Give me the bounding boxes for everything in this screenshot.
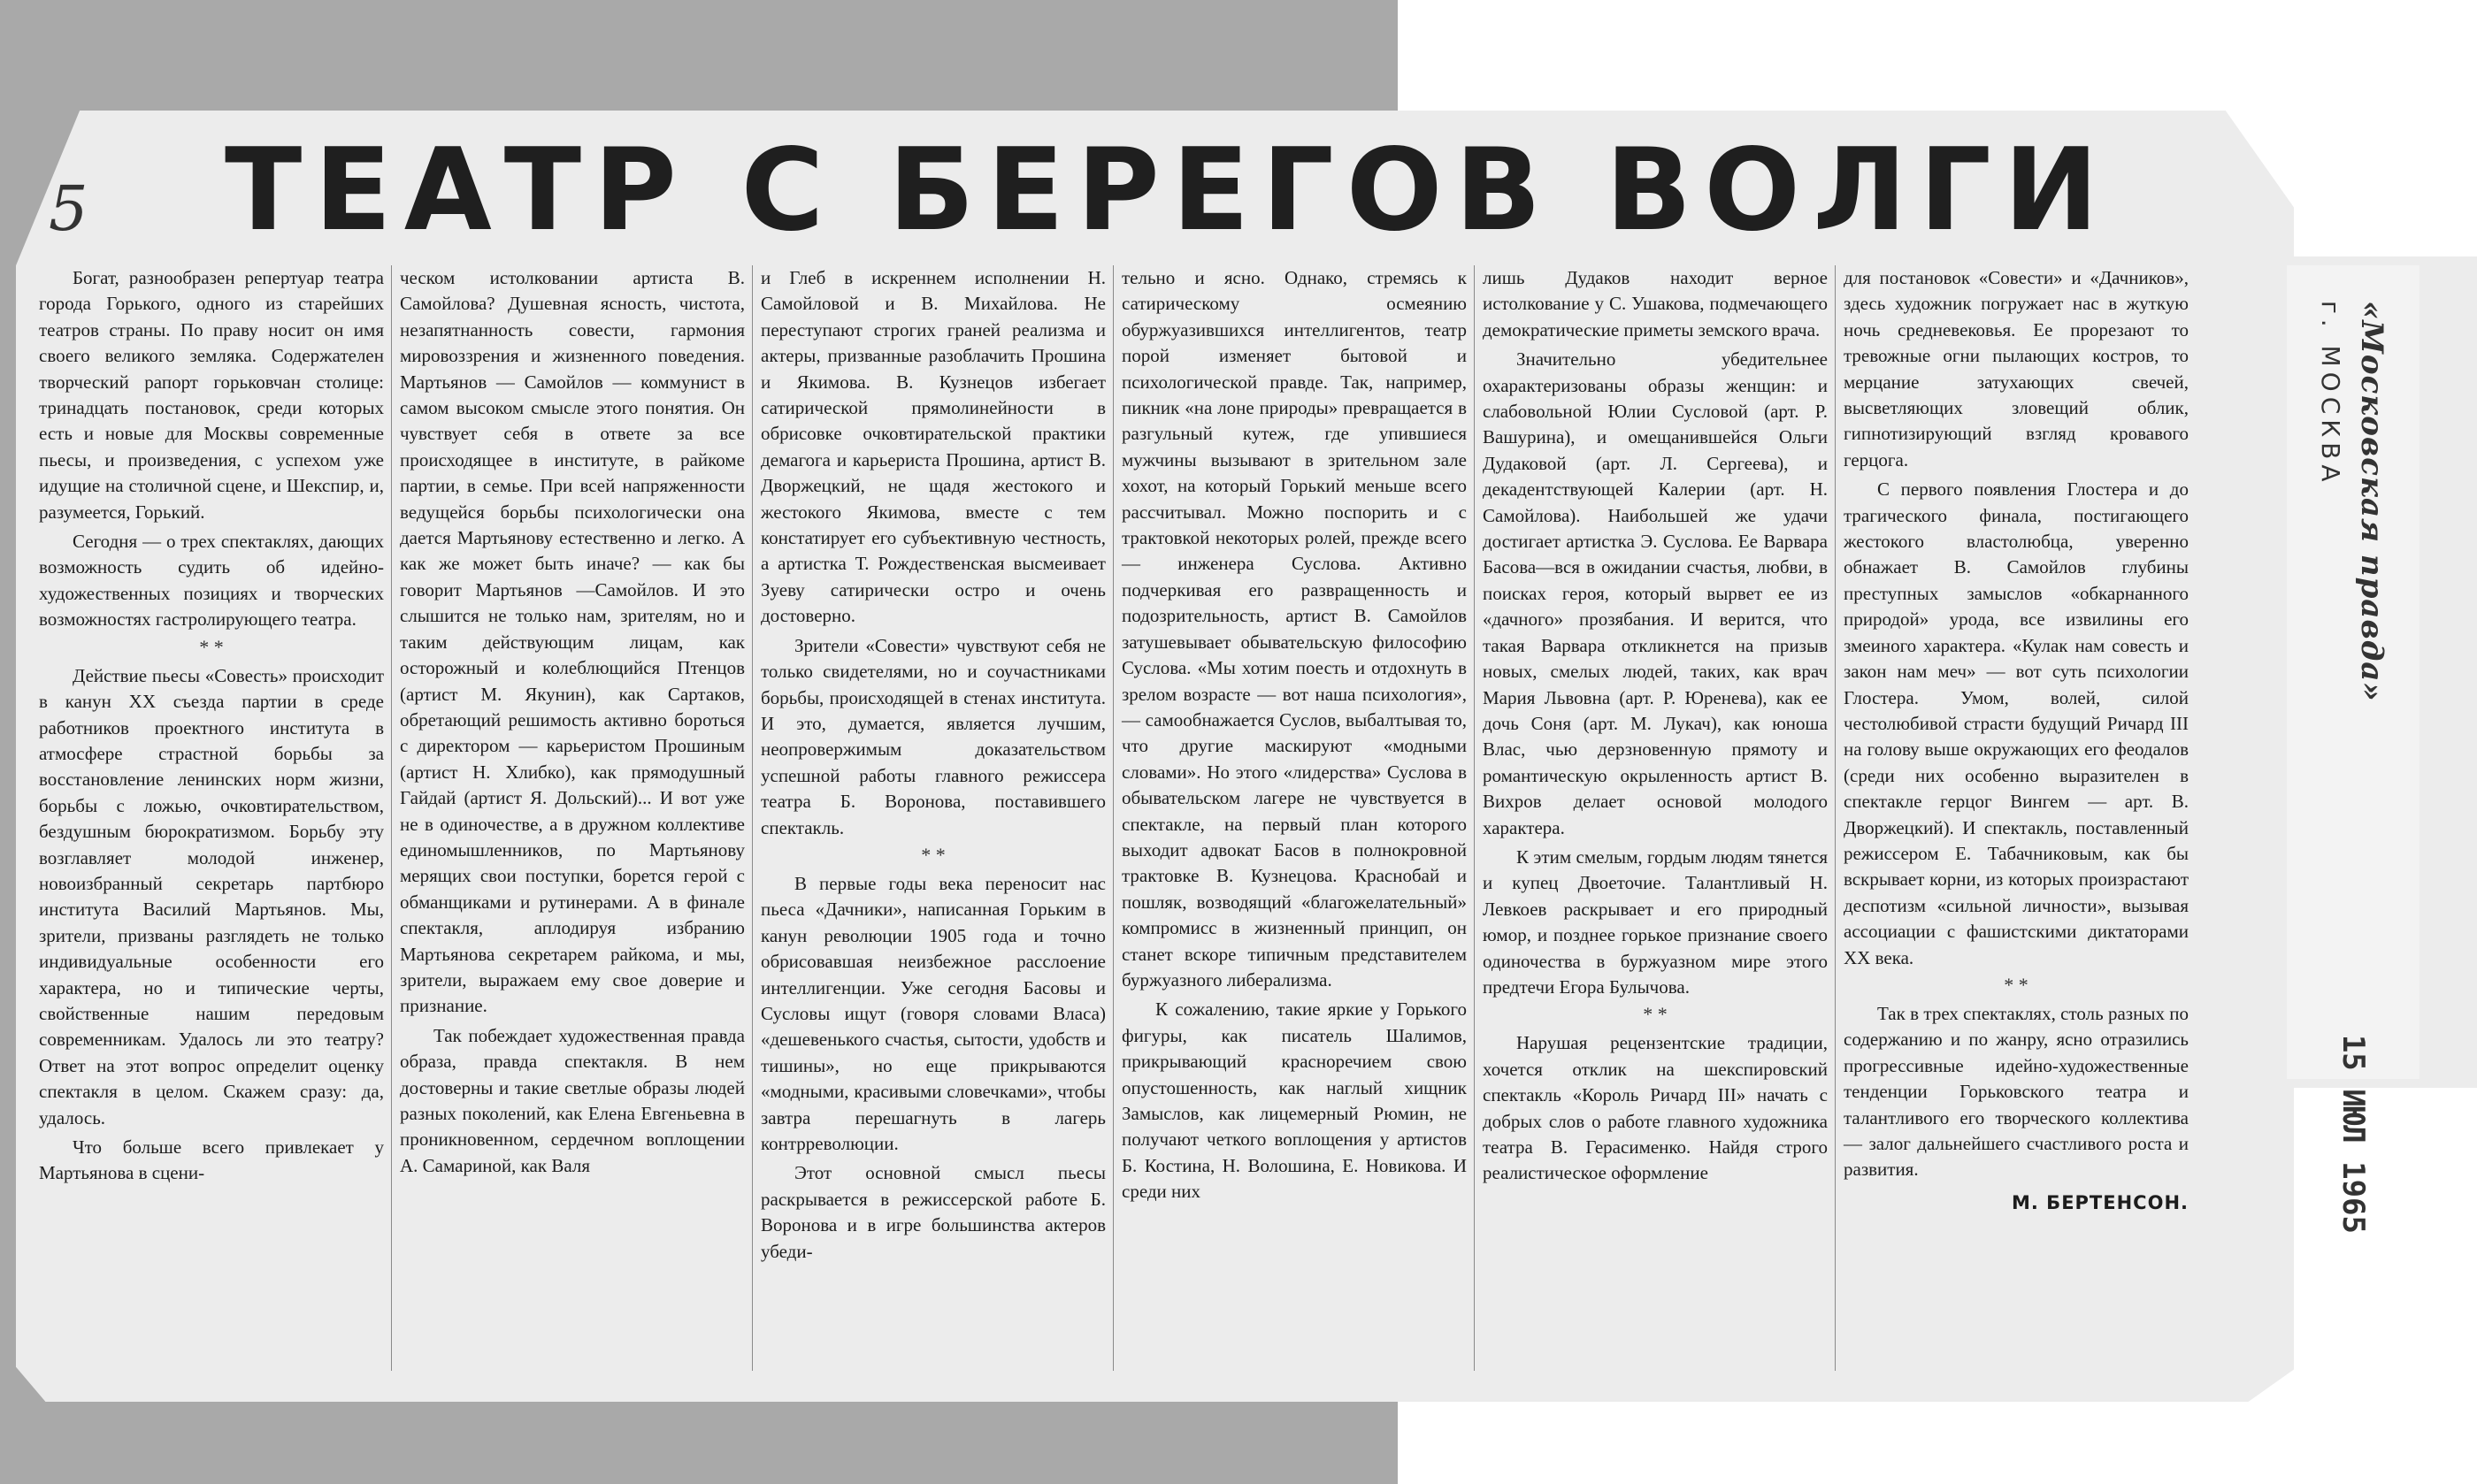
stamp-date: 15 ИЮЛ 1965 [2335, 1034, 2371, 1234]
article-column-1 [34, 265, 389, 1375]
author-signature: М. БЕРТЕНСОН. [2012, 1191, 2189, 1213]
article-paragraph: Нарушая рецензентские традиции, хочется отклик на шекспировский спектакль «Король Ричард III» начать с добрых слов о работе главного художника театра В. Герасименко. Найдя строго реалистическое оформление [1483, 1032, 1828, 1184]
article-headline: ТЕАТР С БЕРЕГОВ ВОЛГИ [224, 124, 2112, 256]
article-paragraph: Богат, разнообразен репертуар театра города Горького, одного из старейших театров страны. По праву носит он имя своего великого земляка. Содержателен творческий рапорт горьковчан столице: тринадцать постановок, среди которых есть и новые для Москвы современные пьесы, и произведения, с успехом уже идущие на столичной сцене, и Шекспир, и, разумеется, Горький. [39, 267, 384, 523]
article-column-4 [1116, 265, 1472, 1375]
article-column-3 [755, 265, 1111, 1375]
article-column-5 [1477, 265, 1833, 1375]
article-paragraph: для постановок «Совести» и «Дачников», здесь художник погружает нас в жуткую ночь средневековья. Ее прорезают то тревожные огни пылающих костров, то мерцание затухающих свечей, высветляющих зловещий облик, гипнотизирующий взгляд кровавого герцога. [1844, 267, 2189, 470]
section-divider-stars: * * [921, 843, 946, 866]
article-paragraph: и Глеб в искреннем исполнении Н. Самойловой и В. Михайлова. Не переступают строгих граней реализма и актеры, призванные разоблачить Прошина и Якимова. В. Кузнецов избегает сатирической прямолинейности в обрисовке очковтирательской практики демагога и карьериста Прошина, артист В. Дворжецкий, не щадя жестокого и жестокого Якимова, вместе с тем констатирует его субъективную честность, а артистка Т. Рождественская высмеивает Зуеву сатирически остро и очень достоверно. [761, 267, 1106, 627]
article-paragraph: Зрители «Совести» чувствуют себя не только свидетелями, но и соучастниками борьбы, происходящей в стенах института. И это, думается, является лучшим, неопровержимым доказательством успешной работы главного режиссера театра Б. Воронова, поставившего спектакль. [761, 634, 1106, 838]
article-paragraph: Сегодня — о трех спектаклях, дающих возможность судить об идейно-художественных позициях и творческих возможностях гастролирующего театра. [39, 531, 384, 631]
article-column-6 [1838, 265, 2194, 1375]
newspaper-stamp [2287, 265, 2419, 1234]
column-rule [1113, 265, 1114, 1371]
column-rule [1835, 265, 1836, 1371]
article-column-2 [395, 265, 750, 1375]
article-paragraph: Так в трех спектаклях, столь разных по содержанию и по жанру, ясно отразились прогрессивные идейно-художественные тенденции Горьковского театра и талантливого его творческого коллектива — залог дальнейшего счастливого роста и развития. [1844, 1002, 2189, 1181]
article-paragraph: Значительно убедительнее охарактеризованы образы женщин: и слабовольной Юлии Сусловой (арт. Р. Вашурина), и омещанившейся Ольги Дудаковой (арт. Л. Сергеева), и декадентствующей Калерии (арт. Н. Самойлова). Наибольшей же удачи достигает артистка Э. Суслова. Ее Варвара Басова—вся в ожидании счастья, любви, в поисках героя, который вырвет ее из «дачного» прозябания. И верится, что такая Варвара откликнется на призыв новых, смелых людей, таких, как врач Мария Львовна (арт. Р. Юренева), как ее дочь Соня (арт. М. Лукач), как юноша Влас, чью дерзновенную прямоту и романтическую окрыленность артист В. Вихров делает основой молодого характера. [1483, 348, 1828, 838]
article-paragraph: тельно и ясно. Однако, стремясь к сатирическому осмеянию обуржуазившихся интеллигентов, театр порой изменяет бытовой и психологической правде. Так, например, пикник «на лоне природы» превращается в разгульный кутеж, где упившиеся мужчины вызывают в зрительном зале хохот, на который Горький меньше всего рассчитывал. Можно поспорить и с трактовкой некоторых ролей, прежде всего — инженера Суслова. Активно подчеркивая его развращенность и подозрительность, артист В. Самойлов затушевывает обывательскую философию Суслова. «Мы хотим поесть и отдохнуть в зрелом возрасте — вот наша психология», — самообнажается Суслов, выбалтывая то, что другие маскируют «модными словами». Но этого «лидерства» Суслова в обывательском лагере не чувствуется в спектакле, на первый план которого выходит адвокат Басов в полнокровной трактовке В. Кузнецова. Краснобай и пошляк, возводящий «благожелательный» компромисс в жизненный принцип, он станет вскоре типичным представителем буржуазного либерализма. [1122, 267, 1467, 991]
article-paragraph: Так побеждает художественная правда образа, правда спектакля. В нем достоверны и такие светлые образы людей разных поколений, как Елена Евгеньевна в проникновенном, сердечном воплощении А. Самариной, как Валя [400, 1024, 745, 1176]
handwritten-mark: 5 [49, 172, 88, 245]
section-divider-stars: * * [2004, 973, 2028, 996]
column-rule [752, 265, 753, 1371]
section-divider-stars: * * [199, 635, 224, 658]
article-paragraph: Этот основной смысл пьесы раскрывается в режиссерской работе Б. Воронова и в игре большинства актеров убеди- [761, 1162, 1106, 1262]
column-rule [391, 265, 392, 1371]
article-paragraph: В первые годы века переносит нас пьеса «Дачники», написанная Горьким в канун революции 1905 года и точно обрисовавшая неизбежное расслоение интеллигенции. Уже сегодня Басовы и Сусловы ищут (говоря словами Власа) «дешевенького счастья, сытости, удобств и тишины», но еще прикрываются «модными, красивыми словечками», чтобы завтра перешагнуть в лагерь контрреволюции. [761, 872, 1106, 1154]
stamp-city: г. МОСКВА [2316, 301, 2346, 487]
article-paragraph: Что больше всего привлекает у Мартьянова в сцени- [39, 1136, 384, 1184]
section-divider-stars: * * [1643, 1003, 1668, 1026]
article-paragraph: К этим смелым, гордым людям тянется и купец Двоеточие. Талантливый Н. Левкоев раскрывает и его природный юмор, и позднее горькое признание своего одиночества в буржуазном мире этого предтечи Егора Булычова. [1483, 845, 1828, 998]
article-paragraph: К сожалению, такие яркие у Горького фигуры, как писатель Шалимов, прикрывающий красноречием свою опустошенность, как наглый хищник Замыслов, как лицемерный Рюмин, не получают четкого воплощения у артистов Б. Костина, Н. Волошина, Е. Новикова. И среди них [1122, 998, 1467, 1203]
column-rule [1474, 265, 1475, 1371]
article-paragraph: лишь Дудаков находит верное истолкование у С. Ушакова, подмечающего демократические приметы земского врача. [1483, 267, 1828, 340]
stamp-newspaper: «Московская правда» [2354, 301, 2390, 702]
article-paragraph: С первого появления Глостера и до трагического финала, постигающего жестокого властолюбца, уверенно обнажает В. Самойлов глубины преступных замыслов «обкарнанного природой» урода, все извилины его змеиного характера. «Кулак нам совесть и закон нам меч» — вот суть психологии Глостера. Умом, волей, силой честолюбивой страсти будущий Ричард III на голову выше окружающих его феодалов (среди них особенно выразителен в спектакле герцог Вингем — арт. В. Дворжецкий). И спектакль, поставленный режиссером Е. Табачниковым, как бы вскрывает корни, из которых произрастают деспотизм «сильной личности», вызывая ассоциации с фашистскими диктаторами XX века. [1844, 478, 2189, 968]
article-paragraph: Действие пьесы «Совесть» происходит в канун XX съезда партии в среде работников проектного института в атмосфере страстной борьбы за восстановление ленинских норм жизни, борьбы с ложью, очковтирательством, бездушным бюрократизмом. Борьбу эту возглавляет молодой инженер, новоизбранный секретарь партбюро института Василий Мартьянов. Мы, зрители, призваны разглядеть не только индивидуальные особенности его характера, но и типические черты, свойственные нашим передовым современникам. Удалось ли это театру? Ответ на этот вопрос определит оценку спектакля в целом. Скажем сразу: да, удалось. [39, 664, 384, 1128]
article-paragraph: ческом истолковании артиста В. Самойлова? Душевная ясность, чистота, незапятнанность совести, гармония мировоззрения и жизненного поведения. Мартьянов — Самойлов — коммунист в самом высоком смысле этого понятия. Он чувствует себя в ответе за все происходящее в институте, в райкоме партии, в семье. При всей напряженности ведущейся борьбы психологически она дается Мартьянову естественно и легко. А как же может быть иначе? — как бы говорит Мартьянов —Самойлов. И это слышится не только нам, зрителям, но и таким действующим лицам, как осторожный и колеблющийся Птенцов (артист М. Якунин), как Сартаков, обретающий решимость активно бороться с директором — карьеристом Прошиным (артист Н. Хлибко), как прямодушный Гайдай (артист Я. Дольский)... И вот уже не в одиночестве, а в дружном коллективе единомышленников, по Мартьянову мерящих свои поступки, борется герой с обманщиками и рутинерами. А в финале спектакля, аплодируя избранию Мартьянова секретарем райкома, и мы, зрители, выражаем ему свое доверие и признание. [400, 267, 745, 1017]
